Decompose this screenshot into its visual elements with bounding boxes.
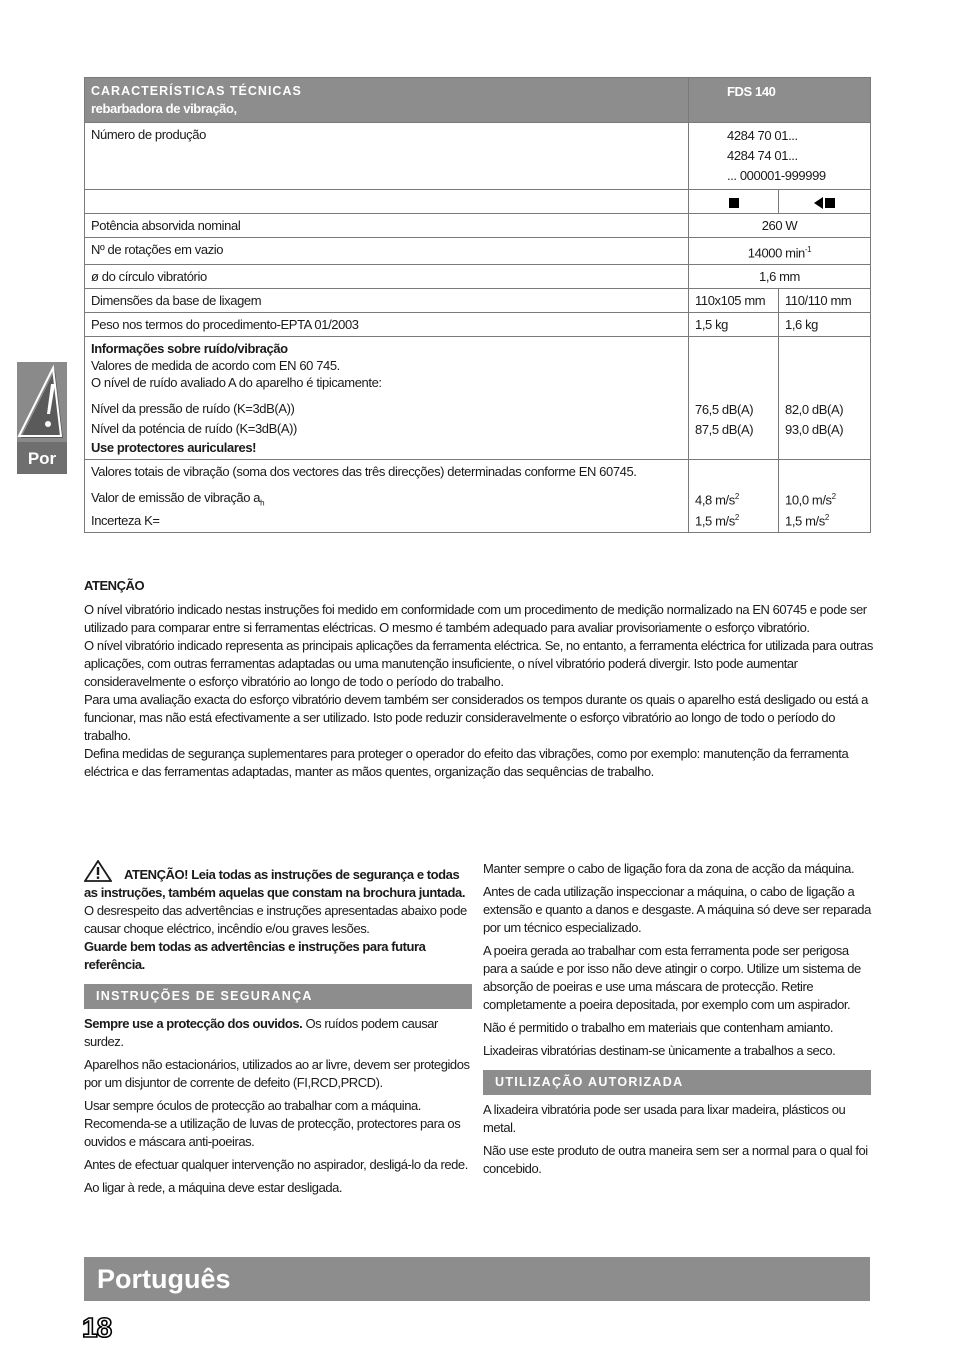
uncert-a: 1,5 m/s [695,512,735,528]
side-tab-label: Por [27,449,57,468]
pressure-a: 76,5 dB(A) [695,402,754,418]
power-level-b: 93,0 dB(A) [785,422,844,438]
spec-row-vibration [85,460,871,533]
spec-row-base [85,289,871,313]
safety-paragraph: Lixadeiras vibratórias destinam-se ùnicamente a trabalhos a seco. [483,1043,836,1058]
power-level-a: 87,5 dB(A) [695,422,754,438]
spec-row-variant-icons [85,190,871,214]
production-value: 4284 74 01... [727,148,798,163]
vib-b-line [785,488,864,508]
safety-warning-bold: ATENÇÃO! Leia todas as instruções de segurança e todas as instruções, também aquelas que constam na brochura juntada. [84,867,465,900]
safety-paragraph: Não é permitido o trabalho em materiais que contenham amianto. [483,1020,834,1035]
attention-paragraph: O nível vibratório indicado representa as principais aplicações da ferramenta eléctrica. Se, no entanto, a ferramenta eléctrica for utilizada para outras aplicações, com outras ferramentas adaptadas ou uma manutenção insuficiente, o nível vibratório poderá divergir. Isto pode aumentar consideravelmente o esforço vibratório ao longo de todo o período do trabalho. [84,638,873,689]
safety-paragraph: Ao ligar à rede, a máquina deve estar desligada. [84,1180,343,1195]
spec-subtitle: rebarbadora de vibração, [91,101,237,116]
spec-row-rpm [85,238,871,265]
power-level-label: Nível da poténcia de ruído (K=3dB(A)) [91,421,297,437]
uncert-b-line [785,509,864,529]
orbit-label: ø do círculo vibratório [85,265,689,289]
unit-exp: 2 [831,492,836,502]
power-label: Potência absorvida nominal [85,214,689,238]
warning-exclamation-icon [17,362,67,442]
spec-header-row [85,78,871,123]
orbit-value: 1,6 mm [689,265,871,289]
vibration-intro: Valores totais de vibração (soma dos vectores das três direcções) determinadas conforme EN 60745. [91,464,637,480]
base-value-a: 110x105 mm [689,289,779,313]
spec-row-orbit [85,265,871,289]
safety-paragraph: Aparelhos não estacionários, utilizados ao ar livre, devem ser protegidos por um disjuntor de corrente de defeito (FI,RCD,PRCD). [84,1057,470,1090]
spec-title: CARACTERÍSTICAS TÉCNICAS [91,84,302,98]
attention-paragraph: Defina medidas de segurança suplementares para proteger o operador do efeito das vibrações, como por exemplo: manutenção da ferramenta eléctrica e das ferramentas adaptadas, manter as mãos quentes, organização das sequências de trabalho. [84,746,849,779]
right-column [483,860,871,1183]
production-label: Número de produção [85,123,689,190]
language-side-tab [17,362,67,474]
variant-b-cell [779,190,871,214]
ear-protection-paragraph [84,1015,472,1051]
usage-paragraph: Não use este produto de outra maneira sem ser a normal para o qual foi concebido. [483,1143,868,1176]
vibration-label-line [91,489,682,512]
triangle-pad-icon [814,197,823,209]
uncertainty-label: Incerteza K= [91,512,160,528]
attention-section [84,577,874,781]
safety-paragraph: Antes de cada utilização inspeccionar a máquina, o cabo de ligação a extensão e quanto a danos e desgaste. A máquina só deve ser reparada por um técnico especializado. [483,884,871,935]
safety-warning-keep: Guarde bem todas as advertências e instruções para futura referência. [84,939,426,972]
left-column [84,860,472,1202]
ear-protection-bold: Sempre use a protecção dos ouvidos. [84,1016,303,1031]
unit-exp: 2 [734,492,739,502]
spec-row-power [85,214,871,238]
safety-paragraph: Antes de efectuar qualquer intervenção no aspirador, desligá-lo da rede. [84,1157,468,1172]
spec-model: FDS 140 [689,78,871,123]
attention-title: ATENÇÃO [84,578,145,593]
safety-paragraph: Manter sempre o cabo de ligação fora da zona de acção da máquina. [483,861,855,876]
unit-exp: 2 [824,512,829,522]
weight-label: Peso nos termos do procedimento-EPTA 01/2003 [85,313,689,337]
noise-values-a [689,337,779,460]
spec-row-noise [85,337,871,460]
safety-paragraph: A poeira gerada ao trabalhar com esta ferramenta pode ser perigosa para a saúde e por isso não deve atingir o corpo. Utilize um sistema de absorção de poeiras e use uma máscara de protecção. Retire completamente a poeira depositada, por exemplo com um aspirador. [483,943,861,1012]
base-label: Dimensões da base de lixagem [85,289,689,313]
production-value: 4284 70 01... [727,128,798,143]
vib-a-line [695,488,772,508]
square-pad-icon [825,198,835,208]
vibration-values-b [779,460,871,533]
square-pad-icon [729,198,739,208]
rpm-label: Nº de rotações em vazio [85,238,689,265]
vibration-label: Valor de emissão de vibração a [91,490,261,506]
ear-protection-label: Use protectores auriculares! [91,440,257,456]
rpm-value-cell [689,238,871,265]
safety-section-title: INSTRUÇÕES DE SEGURANÇA [84,984,472,1009]
noise-title: Informações sobre ruído/vibração [91,341,288,357]
rpm-unit-exp: -1 [804,245,812,254]
rpm-value: 14000 min [747,245,805,261]
noise-cell [85,337,689,460]
pressure-label: Nível da pressão de ruído (K=3dB(A)) [91,401,295,417]
spec-table [84,77,871,533]
attention-paragraph: O nível vibratório indicado nestas instruções foi medido em conformidade com um procedimento de medição normalizado na EN 60745 e pode ser utilizado para comparar entre si ferramentas eléctricas. O mesmo é também adequado para avaliar provisoriamente o esforço vibratório. [84,602,867,635]
safety-warning-text: O desrespeito das advertências e instruções apresentadas abaixo pode causar choque eléctrico, incêndio e/ou graves lesões. [84,903,467,936]
uncert-b: 1,5 m/s [785,512,825,528]
weight-value-b: 1,6 kg [779,313,871,337]
production-values [689,123,871,190]
vibration-values-a [689,460,779,533]
noise-line: Valores de medida de acordo com EN 60 745. [91,358,340,374]
usage-section-title: UTILIZAÇÃO AUTORIZADA [483,1070,871,1095]
spec-row-weight [85,313,871,337]
vib-b: 10,0 m/s [785,492,832,508]
vibration-sub: h [260,498,265,508]
warning-triangle-icon [84,860,112,882]
attention-paragraph: Para uma avaliação exacta do esforço vibratório devem também ser considerados os tempos durante os quais o aparelho está desligado ou está a funcionar, mas não está efectivamente a ser utilizado. Isto pode reduzir consideravelmente o esforço vibratório ao longo de todo o período do trabalho. [84,692,868,743]
safety-paragraph: Usar sempre óculos de protecção ao trabalhar com a máquina. Recomenda-se a utilização de luvas de protecção, protectores para os ouvidos e máscara anti-poeiras. [84,1098,461,1149]
ear-protection-text: Os ruídos podem causar surdez. [84,1016,438,1049]
usage-paragraph: A lixadeira vibratória pode ser usada para lixar madeira, plásticos ou metal. [483,1102,846,1135]
pressure-b: 82,0 dB(A) [785,402,844,418]
noise-values-b [779,337,871,460]
unit-exp: 2 [734,512,739,522]
production-value: ... 000001-999999 [727,168,826,183]
weight-value-a: 1,5 kg [689,313,779,337]
footer-language: Português [97,1264,231,1294]
variant-a-cell [689,190,779,214]
language-footer-band [84,1257,870,1301]
page-number: 18 [82,1312,112,1343]
vibration-cell [85,460,689,533]
noise-line: O nível de ruído avaliado A do aparelho é tipicamente: [91,375,382,391]
spec-row-production [85,123,871,190]
safety-warning [84,860,472,974]
power-value: 260 W [689,214,871,238]
spec-header-title-cell [85,78,689,123]
base-value-b: 110/110 mm [779,289,871,313]
uncert-a-line [695,509,772,529]
vib-a: 4,8 m/s [695,492,735,508]
